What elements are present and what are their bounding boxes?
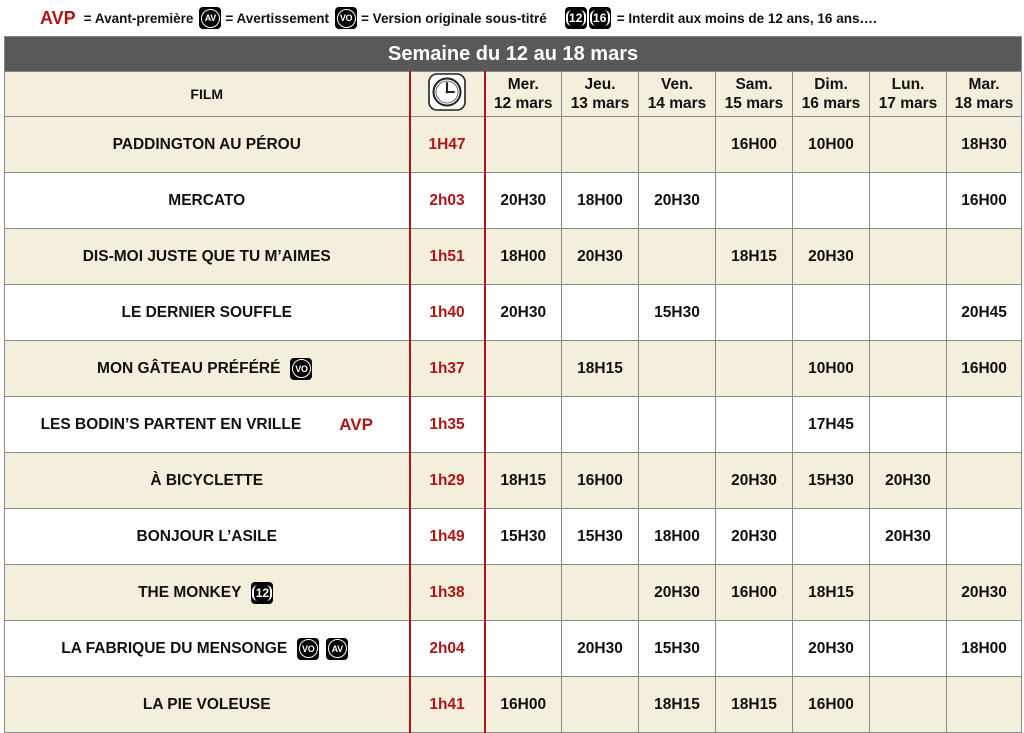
showtime-cell: 18H15 — [639, 677, 716, 733]
showtime-cell: 15H30 — [639, 621, 716, 677]
showtime-cell: 20H30 — [716, 509, 793, 565]
showtime-cell: 18H00 — [639, 509, 716, 565]
day-date: 18 mars — [954, 95, 1014, 112]
day-header-6 — [947, 72, 1022, 117]
showtime-cell: 16H00 — [716, 565, 793, 621]
showtime-cell — [793, 285, 870, 341]
showtime-cell: 20H30 — [793, 621, 870, 677]
legend-av-text: = Avertissement — [225, 10, 330, 26]
day-header-3 — [716, 72, 793, 117]
day-header-2 — [639, 72, 716, 117]
age-12-badge-icon: 12 — [251, 582, 273, 604]
showtime-cell — [562, 397, 639, 453]
day-name: Mar. — [968, 76, 1000, 93]
film-duration: 1h35 — [410, 397, 485, 453]
vo-badge-icon: VO — [290, 358, 312, 380]
film-title-cell — [5, 341, 410, 397]
film-title-cell — [5, 677, 410, 733]
film-duration: 1H47 — [410, 117, 485, 173]
showtime-cell: 10H00 — [793, 117, 870, 173]
showtime-cell — [870, 229, 947, 285]
day-name: Lun. — [891, 76, 925, 93]
showtime-cell: 18H00 — [485, 229, 562, 285]
film-title: À BICYCLETTE — [150, 471, 264, 489]
av-badge-icon: AV — [199, 7, 221, 29]
showtime-cell: 18H30 — [947, 117, 1022, 173]
showtime-cell — [870, 397, 947, 453]
table-row — [5, 229, 1022, 285]
showtime-cell: 20H30 — [485, 285, 562, 341]
film-column-header: FILM — [5, 72, 410, 117]
showtime-cell: 16H00 — [716, 117, 793, 173]
film-title-cell — [5, 229, 410, 285]
film-duration: 1h38 — [410, 565, 485, 621]
showtime-cell — [639, 453, 716, 509]
film-duration: 1h29 — [410, 453, 485, 509]
table-row — [5, 621, 1022, 677]
film-title: PADDINGTON AU PÉROU — [112, 135, 301, 153]
showtime-cell: 20H30 — [639, 173, 716, 229]
showtime-cell — [485, 341, 562, 397]
showtime-cell — [639, 229, 716, 285]
film-title: MON GÂTEAU PRÉFÉRÉ — [97, 359, 281, 377]
showtime-cell — [947, 453, 1022, 509]
showtime-cell: 18H15 — [716, 677, 793, 733]
day-header-5 — [870, 72, 947, 117]
showtime-cell — [870, 621, 947, 677]
showtime-cell: 10H00 — [793, 341, 870, 397]
showtime-cell — [562, 677, 639, 733]
avp-tag: AVP — [339, 414, 373, 434]
showtime-cell: 16H00 — [947, 173, 1022, 229]
day-date: 16 mars — [801, 95, 861, 112]
day-date: 15 mars — [724, 95, 784, 112]
showtime-cell: 20H30 — [793, 229, 870, 285]
showtime-cell: 20H30 — [870, 453, 947, 509]
showtime-cell — [562, 117, 639, 173]
duration-column-header — [410, 72, 485, 117]
day-name: Jeu. — [584, 76, 616, 93]
film-title: LA FABRIQUE DU MENSONGE — [61, 639, 288, 657]
day-name: Sam. — [735, 76, 773, 93]
showtime-cell: 15H30 — [793, 453, 870, 509]
showtime-cell — [870, 285, 947, 341]
vo-badge-icon: VO — [335, 7, 357, 29]
film-title-cell — [5, 565, 410, 621]
day-name: Mer. — [507, 76, 539, 93]
showtime-cell — [947, 229, 1022, 285]
legend-vo-text: = Version originale sous-titré — [361, 10, 547, 26]
day-date: 12 mars — [493, 95, 553, 112]
showtime-cell — [870, 677, 947, 733]
showtime-cell — [639, 341, 716, 397]
film-title-cell — [5, 173, 410, 229]
film-title-cell — [5, 453, 410, 509]
table-row — [5, 117, 1022, 173]
day-name: Dim. — [814, 76, 848, 93]
showtime-cell: 20H30 — [485, 173, 562, 229]
film-title: THE MONKEY — [138, 583, 242, 601]
showtime-cell: 16H00 — [793, 677, 870, 733]
day-date: 13 mars — [570, 95, 630, 112]
showtime-cell: 18H15 — [793, 565, 870, 621]
showtime-cell — [639, 397, 716, 453]
film-title-cell — [5, 621, 410, 677]
av-badge-icon: AV — [326, 638, 348, 660]
showtime-cell — [716, 621, 793, 677]
table-row — [5, 341, 1022, 397]
film-title: BONJOUR L’ASILE — [136, 527, 277, 545]
showtime-cell: 18H00 — [947, 621, 1022, 677]
film-duration: 2h03 — [410, 173, 485, 229]
showtime-cell — [639, 117, 716, 173]
table-row — [5, 453, 1022, 509]
day-date: 17 mars — [878, 95, 938, 112]
legend-bar — [0, 0, 1024, 36]
showtime-cell — [793, 173, 870, 229]
age-12-badge-icon: 12 — [565, 7, 587, 29]
showtime-cell — [485, 565, 562, 621]
showtime-cell: 16H00 — [947, 341, 1022, 397]
film-duration: 1h51 — [410, 229, 485, 285]
table-row — [5, 509, 1022, 565]
showtime-cell: 17H45 — [793, 397, 870, 453]
showtime-cell: 20H30 — [947, 565, 1022, 621]
showtime-cell: 20H30 — [870, 509, 947, 565]
week-title: Semaine du 12 au 18 mars — [5, 37, 1022, 72]
showtime-cell: 20H30 — [562, 621, 639, 677]
film-title: MERCATO — [168, 191, 246, 209]
legend-avp-text: = Avant-première — [83, 10, 194, 26]
clock-icon — [428, 73, 466, 111]
showtime-cell — [562, 285, 639, 341]
film-title: LES BODIN’S PARTENT EN VRILLE — [40, 415, 302, 433]
day-header-4 — [793, 72, 870, 117]
showtime-cell: 18H15 — [562, 341, 639, 397]
showtime-cell: 20H30 — [562, 229, 639, 285]
showtime-cell — [947, 397, 1022, 453]
table-row — [5, 677, 1022, 733]
table-row — [5, 397, 1022, 453]
showtime-cell — [485, 621, 562, 677]
showtime-cell: 18H00 — [562, 173, 639, 229]
showtime-cell — [947, 677, 1022, 733]
showtime-cell — [870, 117, 947, 173]
day-header-1 — [562, 72, 639, 117]
day-name: Ven. — [661, 76, 693, 93]
film-title-cell — [5, 285, 410, 341]
showtime-cell: 15H30 — [562, 509, 639, 565]
showtime-cell: 16H00 — [562, 453, 639, 509]
showtime-cell — [485, 117, 562, 173]
showtime-cell — [947, 509, 1022, 565]
showtime-cell — [485, 397, 562, 453]
table-row — [5, 565, 1022, 621]
day-header-0 — [485, 72, 562, 117]
showtime-cell — [716, 341, 793, 397]
showtime-cell: 20H30 — [716, 453, 793, 509]
film-title: DIS-MOI JUSTE QUE TU M’AIMES — [82, 247, 331, 265]
showtime-cell — [562, 565, 639, 621]
showtime-cell: 20H30 — [639, 565, 716, 621]
film-title: LE DERNIER SOUFFLE — [121, 303, 292, 321]
showtime-cell — [716, 397, 793, 453]
film-duration: 1h40 — [410, 285, 485, 341]
showtime-cell: 18H15 — [716, 229, 793, 285]
legend-avp-code: AVP — [40, 7, 76, 28]
showtime-cell — [870, 173, 947, 229]
showtime-cell: 16H00 — [485, 677, 562, 733]
showtime-cell: 15H30 — [639, 285, 716, 341]
schedule-table — [4, 36, 1022, 733]
film-duration: 1h49 — [410, 509, 485, 565]
film-title-cell — [5, 117, 410, 173]
film-title-cell — [5, 509, 410, 565]
table-row — [5, 173, 1022, 229]
film-title: LA PIE VOLEUSE — [142, 695, 271, 713]
vo-badge-icon: VO — [297, 638, 319, 660]
legend-age-text: = Interdit aux moins de 12 ans, 16 ans…. — [616, 10, 877, 26]
age-16-badge-icon: 16 — [589, 7, 611, 29]
showtime-cell — [870, 565, 947, 621]
film-title-cell — [5, 397, 410, 453]
showtime-cell: 20H45 — [947, 285, 1022, 341]
film-duration: 1h41 — [410, 677, 485, 733]
showtime-cell: 15H30 — [485, 509, 562, 565]
film-duration: 1h37 — [410, 341, 485, 397]
showtime-cell — [870, 341, 947, 397]
showtime-cell — [716, 285, 793, 341]
showtime-cell: 18H15 — [485, 453, 562, 509]
showtime-cell — [793, 509, 870, 565]
showtime-cell — [716, 173, 793, 229]
film-duration: 2h04 — [410, 621, 485, 677]
table-row — [5, 285, 1022, 341]
day-date: 14 mars — [647, 95, 707, 112]
